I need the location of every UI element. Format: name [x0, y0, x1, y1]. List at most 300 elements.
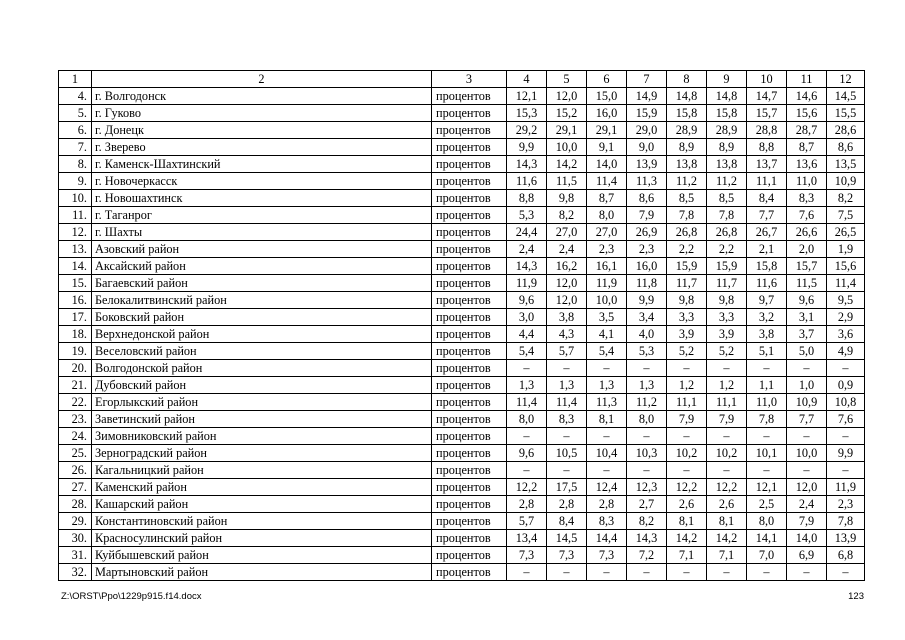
value-cell: –	[507, 564, 547, 581]
value-cell: 10,8	[827, 394, 865, 411]
value-cell: 11,2	[627, 394, 667, 411]
unit-cell: процентов	[432, 156, 507, 173]
value-cell: –	[587, 462, 627, 479]
page-number: 123	[848, 591, 864, 602]
value-cell: –	[747, 564, 787, 581]
value-cell: 26,9	[627, 224, 667, 241]
value-cell: 8,8	[747, 139, 787, 156]
value-cell: 12,2	[667, 479, 707, 496]
value-cell: 1,1	[747, 377, 787, 394]
row-number-cell: 19.	[59, 343, 92, 360]
table-body	[59, 88, 865, 581]
value-cell: 29,1	[587, 122, 627, 139]
value-cell: 11,5	[787, 275, 827, 292]
value-cell: 14,1	[747, 530, 787, 547]
value-cell: 7,9	[787, 513, 827, 530]
value-cell: 29,0	[627, 122, 667, 139]
unit-cell: процентов	[432, 411, 507, 428]
value-cell: 12,0	[547, 275, 587, 292]
value-cell: 4,9	[827, 343, 865, 360]
value-cell: –	[587, 360, 627, 377]
territory-name-cell: г. Новошахтинск	[92, 190, 432, 207]
value-cell: 11,2	[667, 173, 707, 190]
value-cell: 15,7	[747, 105, 787, 122]
unit-cell: процентов	[432, 275, 507, 292]
value-cell: 8,7	[787, 139, 827, 156]
value-cell: 2,1	[747, 241, 787, 258]
value-cell: 7,9	[707, 411, 747, 428]
value-cell: 9,1	[587, 139, 627, 156]
territory-name-cell: Егорлыкский район	[92, 394, 432, 411]
unit-cell: процентов	[432, 122, 507, 139]
value-cell: –	[787, 462, 827, 479]
row-number-cell: 22.	[59, 394, 92, 411]
value-cell: 3,1	[787, 309, 827, 326]
value-cell: 11,3	[627, 173, 667, 190]
header-cell: 10	[747, 71, 787, 88]
header-cell: 2	[92, 71, 432, 88]
table-row	[59, 479, 865, 496]
value-cell: 14,3	[507, 258, 547, 275]
value-cell: 12,0	[547, 292, 587, 309]
value-cell: –	[787, 564, 827, 581]
value-cell: 2,5	[747, 496, 787, 513]
unit-cell: процентов	[432, 88, 507, 105]
value-cell: 14,8	[667, 88, 707, 105]
value-cell: 7,8	[827, 513, 865, 530]
table-row	[59, 156, 865, 173]
territory-name-cell: Зимовниковский район	[92, 428, 432, 445]
row-number-cell: 13.	[59, 241, 92, 258]
value-cell: 12,1	[747, 479, 787, 496]
value-cell: 13,7	[747, 156, 787, 173]
unit-cell: процентов	[432, 139, 507, 156]
value-cell: 2,0	[787, 241, 827, 258]
value-cell: 10,9	[827, 173, 865, 190]
territory-name-cell: Каменский район	[92, 479, 432, 496]
unit-cell: процентов	[432, 224, 507, 241]
value-cell: 10,0	[587, 292, 627, 309]
unit-cell: процентов	[432, 309, 507, 326]
header-cell: 3	[432, 71, 507, 88]
value-cell: 6,9	[787, 547, 827, 564]
value-cell: 14,9	[627, 88, 667, 105]
row-number-cell: 12.	[59, 224, 92, 241]
table-row	[59, 343, 865, 360]
value-cell: –	[507, 462, 547, 479]
value-cell: 2,3	[827, 496, 865, 513]
value-cell: 2,4	[507, 241, 547, 258]
table-row	[59, 547, 865, 564]
value-cell: 9,6	[507, 292, 547, 309]
value-cell: 2,9	[827, 309, 865, 326]
value-cell: 16,1	[587, 258, 627, 275]
value-cell: 14,3	[627, 530, 667, 547]
value-cell: –	[827, 462, 865, 479]
value-cell: 12,0	[547, 88, 587, 105]
territory-name-cell: Верхнедонской район	[92, 326, 432, 343]
row-number-cell: 14.	[59, 258, 92, 275]
value-cell: 3,3	[667, 309, 707, 326]
value-cell: 5,2	[707, 343, 747, 360]
value-cell: 14,5	[827, 88, 865, 105]
value-cell: 8,7	[587, 190, 627, 207]
value-cell: 2,6	[707, 496, 747, 513]
territory-name-cell: г. Волгодонск	[92, 88, 432, 105]
value-cell: 8,5	[667, 190, 707, 207]
value-cell: 9,9	[827, 445, 865, 462]
unit-cell: процентов	[432, 292, 507, 309]
unit-cell: процентов	[432, 190, 507, 207]
value-cell: 13,8	[707, 156, 747, 173]
unit-cell: процентов	[432, 360, 507, 377]
row-number-cell: 30.	[59, 530, 92, 547]
value-cell: 3,0	[507, 309, 547, 326]
value-cell: 8,3	[787, 190, 827, 207]
value-cell: 14,6	[787, 88, 827, 105]
value-cell: 5,3	[627, 343, 667, 360]
value-cell: 2,4	[547, 241, 587, 258]
value-cell: 11,6	[747, 275, 787, 292]
value-cell: 15,5	[827, 105, 865, 122]
value-cell: 14,0	[587, 156, 627, 173]
value-cell: 7,7	[787, 411, 827, 428]
value-cell: 11,5	[547, 173, 587, 190]
territory-name-cell: Куйбышевский район	[92, 547, 432, 564]
territory-name-cell: Веселовский район	[92, 343, 432, 360]
header-cell: 8	[667, 71, 707, 88]
value-cell: 14,8	[707, 88, 747, 105]
value-cell: 14,2	[667, 530, 707, 547]
value-cell: 7,7	[747, 207, 787, 224]
value-cell: 29,2	[507, 122, 547, 139]
value-cell: 0,9	[827, 377, 865, 394]
row-number-cell: 9.	[59, 173, 92, 190]
territory-name-cell: Азовский район	[92, 241, 432, 258]
table-row	[59, 496, 865, 513]
value-cell: 2,4	[787, 496, 827, 513]
value-cell: 2,8	[547, 496, 587, 513]
header-cell: 12	[827, 71, 865, 88]
value-cell: 8,1	[587, 411, 627, 428]
value-cell: 8,9	[707, 139, 747, 156]
value-cell: 1,3	[507, 377, 547, 394]
unit-cell: процентов	[432, 479, 507, 496]
value-cell: 11,9	[827, 479, 865, 496]
table-row	[59, 513, 865, 530]
value-cell: –	[707, 564, 747, 581]
territory-name-cell: г. Донецк	[92, 122, 432, 139]
value-cell: –	[827, 428, 865, 445]
value-cell: 11,8	[627, 275, 667, 292]
header-cell: 5	[547, 71, 587, 88]
value-cell: 1,3	[547, 377, 587, 394]
value-cell: –	[667, 360, 707, 377]
value-cell: 12,1	[507, 88, 547, 105]
table-row	[59, 462, 865, 479]
value-cell: 8,9	[667, 139, 707, 156]
value-cell: –	[587, 428, 627, 445]
territory-name-cell: Красносулинский район	[92, 530, 432, 547]
value-cell: 8,1	[707, 513, 747, 530]
value-cell: –	[747, 428, 787, 445]
territory-name-cell: Заветинский район	[92, 411, 432, 428]
unit-cell: процентов	[432, 496, 507, 513]
value-cell: 7,9	[627, 207, 667, 224]
value-cell: 26,5	[827, 224, 865, 241]
value-cell: 3,8	[747, 326, 787, 343]
unit-cell: процентов	[432, 343, 507, 360]
value-cell: –	[547, 564, 587, 581]
value-cell: 11,1	[667, 394, 707, 411]
value-cell: 13,8	[667, 156, 707, 173]
row-number-cell: 28.	[59, 496, 92, 513]
row-number-cell: 21.	[59, 377, 92, 394]
row-number-cell: 17.	[59, 309, 92, 326]
value-cell: 8,6	[827, 139, 865, 156]
value-cell: 8,3	[587, 513, 627, 530]
value-cell: 15,3	[507, 105, 547, 122]
value-cell: 9,9	[507, 139, 547, 156]
value-cell: 9,6	[507, 445, 547, 462]
value-cell: 1,3	[587, 377, 627, 394]
value-cell: 15,9	[707, 258, 747, 275]
territory-name-cell: г. Каменск-Шахтинский	[92, 156, 432, 173]
value-cell: 16,0	[587, 105, 627, 122]
value-cell: 9,8	[547, 190, 587, 207]
value-cell: 3,7	[787, 326, 827, 343]
value-cell: 1,2	[707, 377, 747, 394]
row-number-cell: 31.	[59, 547, 92, 564]
value-cell: –	[547, 462, 587, 479]
value-cell: 13,9	[827, 530, 865, 547]
row-number-cell: 24.	[59, 428, 92, 445]
value-cell: –	[667, 462, 707, 479]
territory-name-cell: г. Шахты	[92, 224, 432, 241]
value-cell: 11,4	[587, 173, 627, 190]
value-cell: –	[747, 462, 787, 479]
value-cell: 8,3	[547, 411, 587, 428]
value-cell: 10,0	[787, 445, 827, 462]
value-cell: –	[507, 360, 547, 377]
value-cell: 11,1	[707, 394, 747, 411]
territory-name-cell: Аксайский район	[92, 258, 432, 275]
unit-cell: процентов	[432, 428, 507, 445]
value-cell: 5,0	[787, 343, 827, 360]
value-cell: 1,9	[827, 241, 865, 258]
value-cell: 15,0	[587, 88, 627, 105]
value-cell: 5,3	[507, 207, 547, 224]
value-cell: 7,1	[667, 547, 707, 564]
value-cell: 11,1	[747, 173, 787, 190]
value-cell: 12,2	[507, 479, 547, 496]
value-cell: 9,7	[747, 292, 787, 309]
row-number-cell: 7.	[59, 139, 92, 156]
value-cell: 26,8	[707, 224, 747, 241]
value-cell: 13,6	[787, 156, 827, 173]
value-cell: 11,9	[507, 275, 547, 292]
value-cell: 3,9	[667, 326, 707, 343]
value-cell: 5,1	[747, 343, 787, 360]
unit-cell: процентов	[432, 105, 507, 122]
value-cell: 1,3	[627, 377, 667, 394]
value-cell: 4,0	[627, 326, 667, 343]
territory-name-cell: г. Таганрог	[92, 207, 432, 224]
unit-cell: процентов	[432, 547, 507, 564]
value-cell: 3,3	[707, 309, 747, 326]
row-number-cell: 8.	[59, 156, 92, 173]
territory-name-cell: Багаевский район	[92, 275, 432, 292]
value-cell: 15,8	[707, 105, 747, 122]
unit-cell: процентов	[432, 241, 507, 258]
table-row	[59, 292, 865, 309]
territory-name-cell: Кашарский район	[92, 496, 432, 513]
value-cell: 9,5	[827, 292, 865, 309]
value-cell: –	[827, 564, 865, 581]
value-cell: 11,9	[587, 275, 627, 292]
header-cell: 1	[59, 71, 92, 88]
value-cell: 3,2	[747, 309, 787, 326]
value-cell: 7,6	[787, 207, 827, 224]
table-row	[59, 258, 865, 275]
value-cell: 15,8	[667, 105, 707, 122]
value-cell: 2,2	[707, 241, 747, 258]
unit-cell: процентов	[432, 513, 507, 530]
territory-name-cell: г. Новочеркасск	[92, 173, 432, 190]
value-cell: 4,1	[587, 326, 627, 343]
value-cell: 28,7	[787, 122, 827, 139]
value-cell: 16,2	[547, 258, 587, 275]
value-cell: 29,1	[547, 122, 587, 139]
value-cell: 10,2	[707, 445, 747, 462]
value-cell: 7,2	[627, 547, 667, 564]
value-cell: 10,5	[547, 445, 587, 462]
territory-name-cell: Волгодонской район	[92, 360, 432, 377]
value-cell: 2,8	[507, 496, 547, 513]
value-cell: 6,8	[827, 547, 865, 564]
value-cell: –	[627, 462, 667, 479]
table-row	[59, 173, 865, 190]
table-row	[59, 394, 865, 411]
footer-file-path: Z:\ORST\Ppo\1229p915.f14.docx	[61, 591, 202, 602]
table-row	[59, 530, 865, 547]
value-cell: 8,0	[627, 411, 667, 428]
value-cell: 10,9	[787, 394, 827, 411]
table-row	[59, 241, 865, 258]
value-cell: 15,2	[547, 105, 587, 122]
value-cell: 27,0	[547, 224, 587, 241]
value-cell: 3,5	[587, 309, 627, 326]
row-number-cell: 18.	[59, 326, 92, 343]
table-row	[59, 428, 865, 445]
value-cell: 28,9	[707, 122, 747, 139]
value-cell: 7,9	[667, 411, 707, 428]
value-cell: 8,6	[627, 190, 667, 207]
value-cell: 10,0	[547, 139, 587, 156]
value-cell: 15,6	[787, 105, 827, 122]
table-row	[59, 360, 865, 377]
header-cell: 6	[587, 71, 627, 88]
value-cell: 7,5	[827, 207, 865, 224]
table-row	[59, 309, 865, 326]
value-cell: –	[667, 564, 707, 581]
value-cell: 14,7	[747, 88, 787, 105]
value-cell: –	[667, 428, 707, 445]
value-cell: 11,7	[667, 275, 707, 292]
value-cell: 12,0	[787, 479, 827, 496]
value-cell: –	[747, 360, 787, 377]
unit-cell: процентов	[432, 377, 507, 394]
value-cell: –	[587, 564, 627, 581]
value-cell: 9,9	[627, 292, 667, 309]
row-number-cell: 23.	[59, 411, 92, 428]
territory-name-cell: Константиновский район	[92, 513, 432, 530]
value-cell: 8,8	[507, 190, 547, 207]
value-cell: 8,0	[587, 207, 627, 224]
value-cell: 7,6	[827, 411, 865, 428]
territory-name-cell: Белокалитвинский район	[92, 292, 432, 309]
value-cell: 9,8	[667, 292, 707, 309]
value-cell: 2,8	[587, 496, 627, 513]
value-cell: 15,9	[627, 105, 667, 122]
value-cell: 14,0	[787, 530, 827, 547]
value-cell: 7,1	[707, 547, 747, 564]
value-cell: 7,8	[667, 207, 707, 224]
row-number-cell: 32.	[59, 564, 92, 581]
table-row	[59, 105, 865, 122]
table-row	[59, 275, 865, 292]
value-cell: –	[707, 462, 747, 479]
value-cell: 16,0	[627, 258, 667, 275]
value-cell: 3,9	[707, 326, 747, 343]
row-number-cell: 26.	[59, 462, 92, 479]
value-cell: 10,3	[627, 445, 667, 462]
territory-name-cell: Кагальницкий район	[92, 462, 432, 479]
value-cell: 1,0	[787, 377, 827, 394]
value-cell: 15,8	[747, 258, 787, 275]
value-cell: 28,9	[667, 122, 707, 139]
row-number-cell: 29.	[59, 513, 92, 530]
row-number-cell: 20.	[59, 360, 92, 377]
value-cell: –	[547, 428, 587, 445]
value-cell: 2,2	[667, 241, 707, 258]
value-cell: 2,3	[627, 241, 667, 258]
value-cell: 26,7	[747, 224, 787, 241]
value-cell: 11,3	[587, 394, 627, 411]
value-cell: 9,0	[627, 139, 667, 156]
table-row	[59, 190, 865, 207]
value-cell: 9,8	[707, 292, 747, 309]
row-number-cell: 11.	[59, 207, 92, 224]
value-cell: 11,7	[707, 275, 747, 292]
value-cell: 15,9	[667, 258, 707, 275]
header-cell: 11	[787, 71, 827, 88]
value-cell: –	[787, 360, 827, 377]
value-cell: 5,7	[547, 343, 587, 360]
value-cell: 13,4	[507, 530, 547, 547]
value-cell: 2,6	[667, 496, 707, 513]
value-cell: 2,7	[627, 496, 667, 513]
value-cell: 8,1	[667, 513, 707, 530]
value-cell: 2,3	[587, 241, 627, 258]
value-cell: 4,4	[507, 326, 547, 343]
table-row	[59, 139, 865, 156]
value-cell: –	[547, 360, 587, 377]
table-row	[59, 445, 865, 462]
value-cell: 12,2	[707, 479, 747, 496]
row-number-cell: 15.	[59, 275, 92, 292]
row-number-cell: 5.	[59, 105, 92, 122]
